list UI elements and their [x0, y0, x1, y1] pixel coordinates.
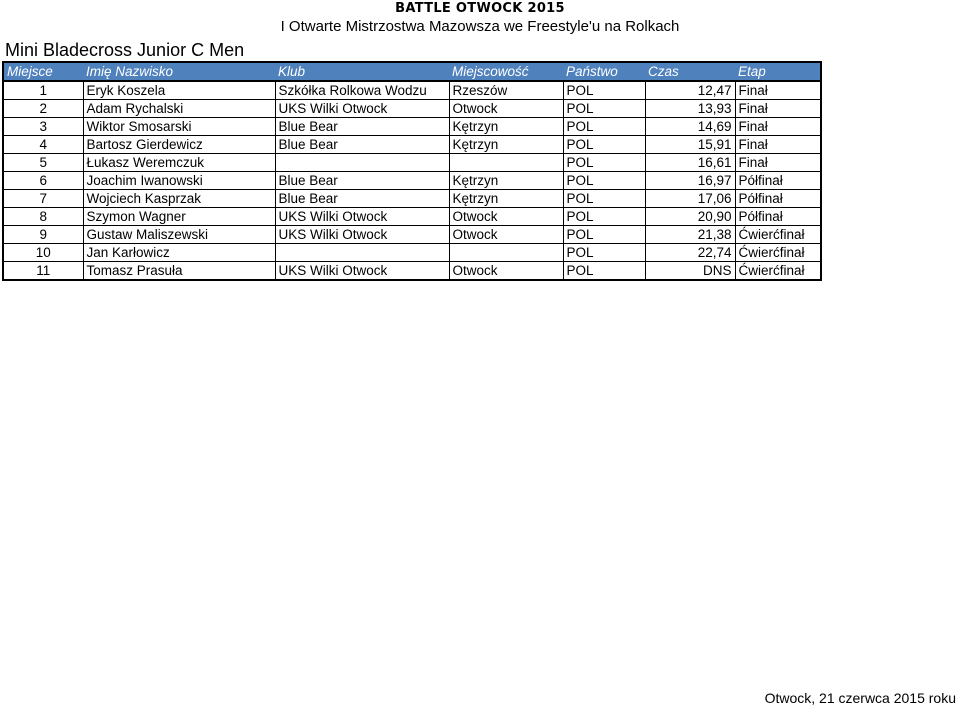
- cell-time: 17,06: [645, 190, 735, 208]
- column-header-stage: Etap: [735, 62, 821, 81]
- column-header-time: Czas: [645, 62, 735, 81]
- cell-club: Szkółka Rolkowa Wodzu: [275, 81, 449, 100]
- cell-city: Kętrzyn: [449, 136, 563, 154]
- cell-club: UKS Wilki Otwock: [275, 208, 449, 226]
- cell-name: Wojciech Kasprzak: [83, 190, 275, 208]
- results-table: [2, 61, 822, 281]
- cell-name: Szymon Wagner: [83, 208, 275, 226]
- event-title: BATTLE OTWOCK 2015: [395, 1, 565, 16]
- cell-time: 22,74: [645, 244, 735, 262]
- column-header-place: Miejsce: [3, 62, 83, 81]
- cell-time: 16,97: [645, 172, 735, 190]
- cell-time: DNS: [645, 262, 735, 281]
- cell-stage: Ćwierćfinał: [735, 262, 821, 281]
- cell-name: Adam Rychalski: [83, 100, 275, 118]
- cell-place: 10: [3, 244, 83, 262]
- cell-stage: Finał: [735, 154, 821, 172]
- table-row: [3, 262, 821, 281]
- event-subtitle: I Otwarte Mistrzostwa Mazowsza we Freestyle'u na Rolkach: [280, 18, 680, 35]
- cell-country: POL: [563, 244, 645, 262]
- column-header-city: Miejscowość: [449, 62, 563, 81]
- cell-city: Otwock: [449, 262, 563, 281]
- cell-time: 13,93: [645, 100, 735, 118]
- cell-place: 8: [3, 208, 83, 226]
- cell-city: Otwock: [449, 208, 563, 226]
- column-header-name: Imię Nazwisko: [83, 62, 275, 81]
- cell-club: Blue Bear: [275, 172, 449, 190]
- cell-city: [449, 154, 563, 172]
- cell-city: Otwock: [449, 100, 563, 118]
- cell-name: Eryk Koszela: [83, 81, 275, 100]
- cell-name: Wiktor Smosarski: [83, 118, 275, 136]
- cell-place: 3: [3, 118, 83, 136]
- category-title: Mini Bladecross Junior C Men: [5, 40, 245, 60]
- cell-place: 11: [3, 262, 83, 281]
- cell-place: 7: [3, 190, 83, 208]
- cell-country: POL: [563, 226, 645, 244]
- table-row: [3, 118, 821, 136]
- cell-country: POL: [563, 190, 645, 208]
- cell-country: POL: [563, 136, 645, 154]
- cell-club: Blue Bear: [275, 190, 449, 208]
- cell-name: Gustaw Maliszewski: [83, 226, 275, 244]
- cell-country: POL: [563, 81, 645, 100]
- cell-stage: Finał: [735, 118, 821, 136]
- cell-city: Rzeszów: [449, 81, 563, 100]
- cell-club: Blue Bear: [275, 136, 449, 154]
- cell-country: POL: [563, 100, 645, 118]
- cell-country: POL: [563, 262, 645, 281]
- cell-place: 9: [3, 226, 83, 244]
- table-row: [3, 81, 821, 100]
- cell-city: [449, 244, 563, 262]
- cell-time: 12,47: [645, 81, 735, 100]
- footer-place-date: Otwock, 21 czerwca 2015 roku: [764, 690, 956, 706]
- cell-club: UKS Wilki Otwock: [275, 100, 449, 118]
- cell-time: 21,38: [645, 226, 735, 244]
- cell-time: 14,69: [645, 118, 735, 136]
- table-row: [3, 172, 821, 190]
- cell-club: Blue Bear: [275, 118, 449, 136]
- cell-place: 5: [3, 154, 83, 172]
- cell-name: Łukasz Weremczuk: [83, 154, 275, 172]
- table-row: [3, 208, 821, 226]
- cell-stage: Finał: [735, 81, 821, 100]
- cell-stage: Półfinał: [735, 172, 821, 190]
- cell-place: 4: [3, 136, 83, 154]
- cell-city: Otwock: [449, 226, 563, 244]
- cell-stage: Ćwierćfinał: [735, 244, 821, 262]
- cell-place: 1: [3, 81, 83, 100]
- table-row: [3, 136, 821, 154]
- cell-stage: Półfinał: [735, 190, 821, 208]
- cell-club: UKS Wilki Otwock: [275, 262, 449, 281]
- cell-city: Kętrzyn: [449, 190, 563, 208]
- cell-time: 16,61: [645, 154, 735, 172]
- cell-city: Kętrzyn: [449, 172, 563, 190]
- cell-city: Kętrzyn: [449, 118, 563, 136]
- results-body: [3, 81, 821, 280]
- table-row: [3, 100, 821, 118]
- column-header-club: Klub: [275, 62, 449, 81]
- cell-time: 15,91: [645, 136, 735, 154]
- cell-place: 6: [3, 172, 83, 190]
- column-header-country: Państwo: [563, 62, 645, 81]
- cell-club: [275, 154, 449, 172]
- cell-club: [275, 244, 449, 262]
- cell-time: 20,90: [645, 208, 735, 226]
- table-row: [3, 190, 821, 208]
- cell-name: Bartosz Gierdewicz: [83, 136, 275, 154]
- cell-club: UKS Wilki Otwock: [275, 226, 449, 244]
- cell-country: POL: [563, 172, 645, 190]
- cell-name: Jan Karłowicz: [83, 244, 275, 262]
- cell-stage: Półfinał: [735, 208, 821, 226]
- cell-place: 2: [3, 100, 83, 118]
- cell-country: POL: [563, 118, 645, 136]
- table-row: [3, 154, 821, 172]
- cell-name: Tomasz Prasuła: [83, 262, 275, 281]
- table-row: [3, 226, 821, 244]
- cell-country: POL: [563, 154, 645, 172]
- cell-stage: Finał: [735, 100, 821, 118]
- cell-name: Joachim Iwanowski: [83, 172, 275, 190]
- table-header-row: [3, 62, 821, 81]
- cell-stage: Finał: [735, 136, 821, 154]
- table-row: [3, 244, 821, 262]
- cell-stage: Ćwierćfinał: [735, 226, 821, 244]
- cell-country: POL: [563, 208, 645, 226]
